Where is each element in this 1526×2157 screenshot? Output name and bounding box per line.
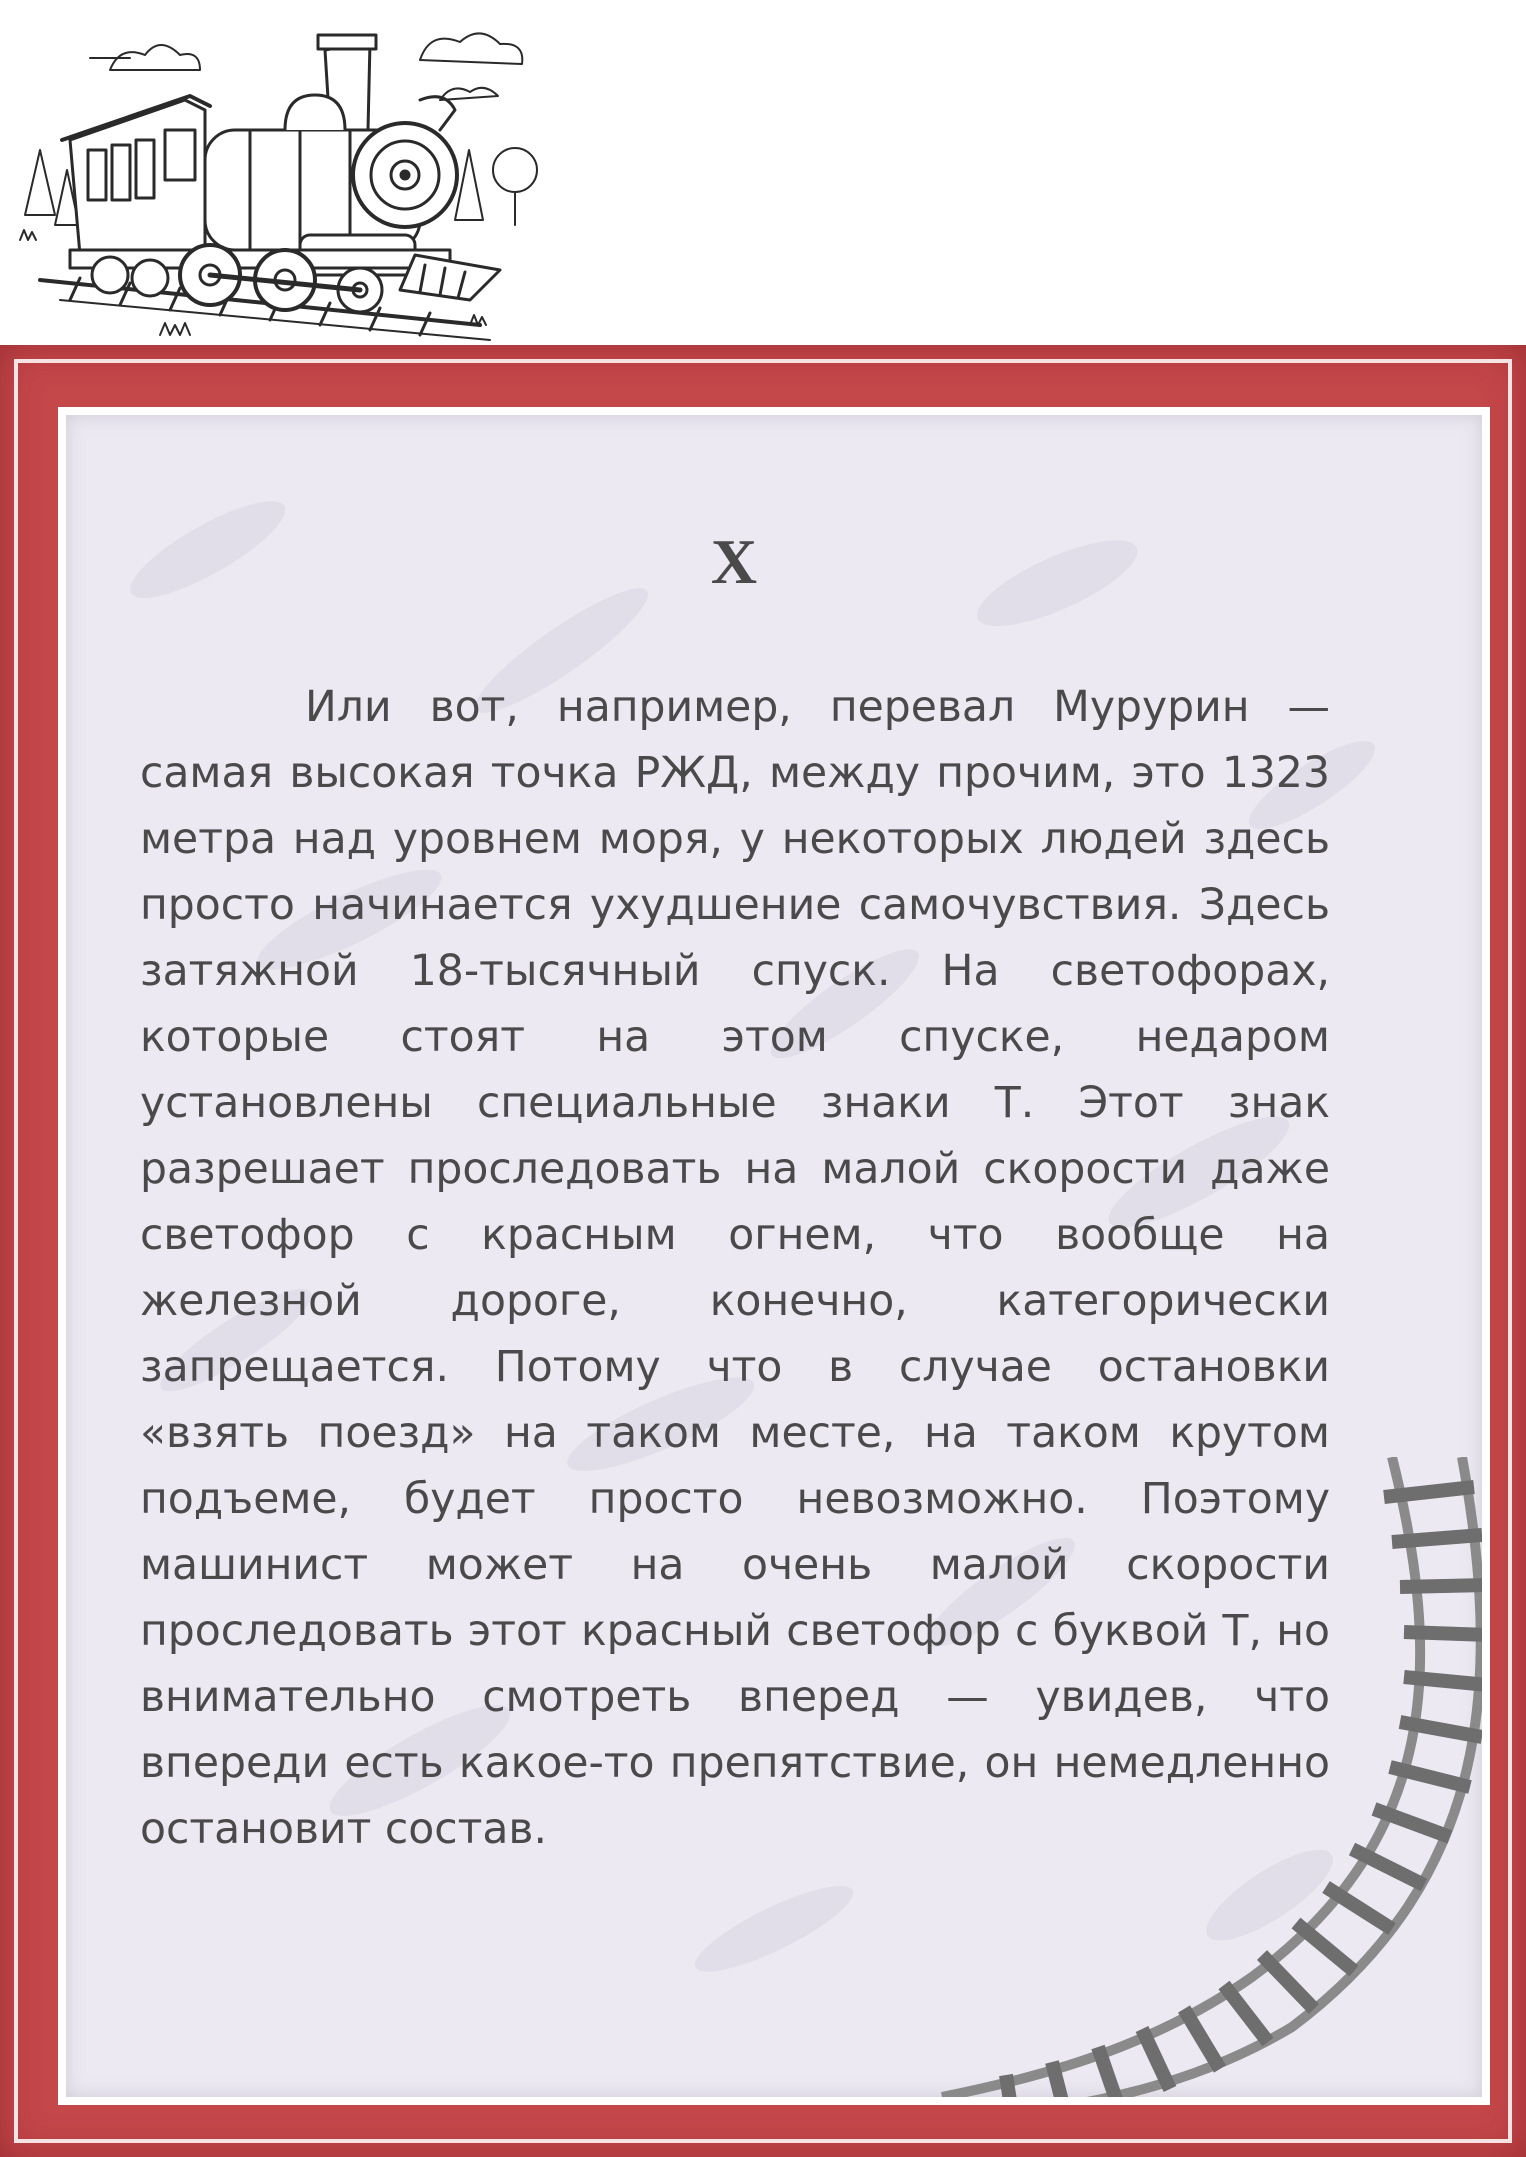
paper-panel xyxy=(58,407,1490,2105)
steam-locomotive-illustration xyxy=(0,0,540,345)
railway-track-decoration xyxy=(922,1457,1482,2097)
decorative-frame xyxy=(0,345,1526,2157)
chapter-title: X xyxy=(710,526,760,597)
chapter-paragraph: Или вот, например, перевал Мурурин — самая высокая точка РЖД, между прочим, это 1323 метра над уровнем моря, у некоторых людей здесь просто начинается ухудшение самочувствия. Здесь затяжной 18-тысячный спуск. На светофорах, которые стоят на этом спуске, недаром установлены специальные знаки Т. Этот знак разрешает проследовать на малой скорости даже светофор с красным огнем, что вообще на железной дороге, конечно, категорически запрещается. Потому что в случае остановки «взять поезд» на таком месте, на таком крутом подъеме, будет просто невозможно. Поэтому машинист может на очень малой скорости проследовать этот красный светофор с буквой Т, но внимательно смотреть вперед — увидев, что впереди есть какое-то препятствие, он немедленно остановит состав. xyxy=(140,683,1330,1854)
